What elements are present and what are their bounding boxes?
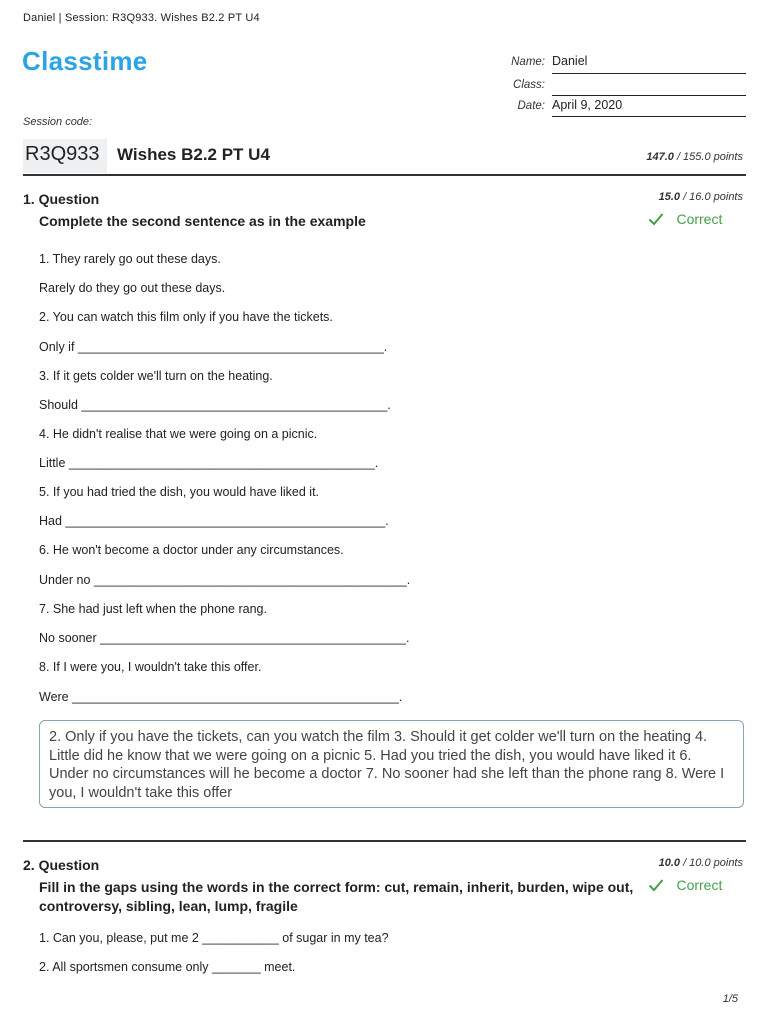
question-1-instruction: Complete the second sentence as in the example xyxy=(39,213,366,229)
check-icon xyxy=(648,878,664,892)
question-1-line: 2. You can watch this film only if you have the tickets. xyxy=(39,310,333,324)
name-underline xyxy=(552,73,746,74)
class-label: Class: xyxy=(513,79,545,91)
question-1-line: 6. He won't become a doctor under any circumstances. xyxy=(39,543,344,557)
question-1-score: 15.0 xyxy=(658,191,680,203)
question-1-line: Only if ____________________________________________. xyxy=(39,340,388,354)
classtime-logo: Classtime xyxy=(22,46,148,76)
question-1-line: Rarely do they go out these days. xyxy=(39,281,226,295)
question-1-answer: 2. Only if you have the tickets, can you watch the film 3. Should it get colder we'll turn on the heating 4. Little did he know that we were going on a picnic 5. Had you tried the dish, you would have liked it 6. Under no circumstances will he become a doctor 7. No sooner had she left than the phone rang 8. Were I you, I wouldn't take this offer xyxy=(49,729,725,801)
date-label: Date: xyxy=(517,100,545,112)
question-2-instruction: Fill in the gaps using the words in the correct form: cut, remain, inherit, burden, wipe out, controversy, sibling, lean, lump, fragile xyxy=(39,879,634,914)
question-2-title: 2. Question xyxy=(23,857,100,873)
question-1-line: 3. If it gets colder we'll turn on the heating. xyxy=(39,369,273,383)
class-underline xyxy=(552,95,746,96)
question-1-correct xyxy=(648,211,722,229)
question-2-line: 1. Can you, please, put me 2 ___________ of sugar in my tea? xyxy=(39,931,389,945)
session-code-label: Session code: xyxy=(23,116,93,128)
question-1-line: 1. They rarely go out these days. xyxy=(39,252,221,266)
question-1-total: / 16.0 points xyxy=(683,191,743,203)
session-name: Wishes B2.2 PT U4 xyxy=(117,145,270,164)
question-1-line: 8. If I were you, I wouldn't take this offer. xyxy=(39,660,262,674)
date-underline xyxy=(552,116,746,117)
document-title: Daniel | Session: R3Q933. Wishes B2.2 PT U4 xyxy=(23,12,260,24)
question-1-line: Should ____________________________________________. xyxy=(39,398,391,412)
question-1-line: Little ____________________________________________. xyxy=(39,456,379,470)
question-1-line: Under no _____________________________________________. xyxy=(39,573,411,587)
question-2-line: 2. All sportsmen consume only _______ meet. xyxy=(39,960,296,974)
check-icon xyxy=(648,212,664,226)
question-2-total: / 10.0 points xyxy=(683,857,743,869)
question-1-line: Had ______________________________________________. xyxy=(39,514,389,528)
name-value: Daniel xyxy=(552,54,588,68)
question-1-answer-box xyxy=(39,720,744,808)
question-1-line: 4. He didn't realise that we were going on a picnic. xyxy=(39,427,318,441)
question-1-points xyxy=(659,191,743,203)
question-2-correct xyxy=(648,877,722,895)
header-divider xyxy=(23,174,746,176)
question-1-line: 7. She had just left when the phone rang. xyxy=(39,602,267,616)
question-2-points xyxy=(659,857,743,869)
session-code: R3Q933 xyxy=(25,143,100,165)
question-2-score: 10.0 xyxy=(658,857,680,869)
question-1-line: Were _______________________________________________. xyxy=(39,690,403,704)
question-1-line: No sooner ____________________________________________. xyxy=(39,631,410,645)
correct-label: Correct xyxy=(676,877,723,893)
page-number: 1/5 xyxy=(722,993,738,1005)
question-1-title: 1. Question xyxy=(23,191,100,207)
date-value: April 9, 2020 xyxy=(552,98,623,112)
correct-label: Correct xyxy=(676,211,723,227)
session-total: / 155.0 points xyxy=(676,151,743,163)
question-1-line: 5. If you had tried the dish, you would have liked it. xyxy=(39,485,320,499)
question-divider xyxy=(23,840,746,842)
name-label: Name: xyxy=(511,56,545,68)
session-points xyxy=(646,151,743,163)
session-score: 147.0 xyxy=(646,151,674,163)
